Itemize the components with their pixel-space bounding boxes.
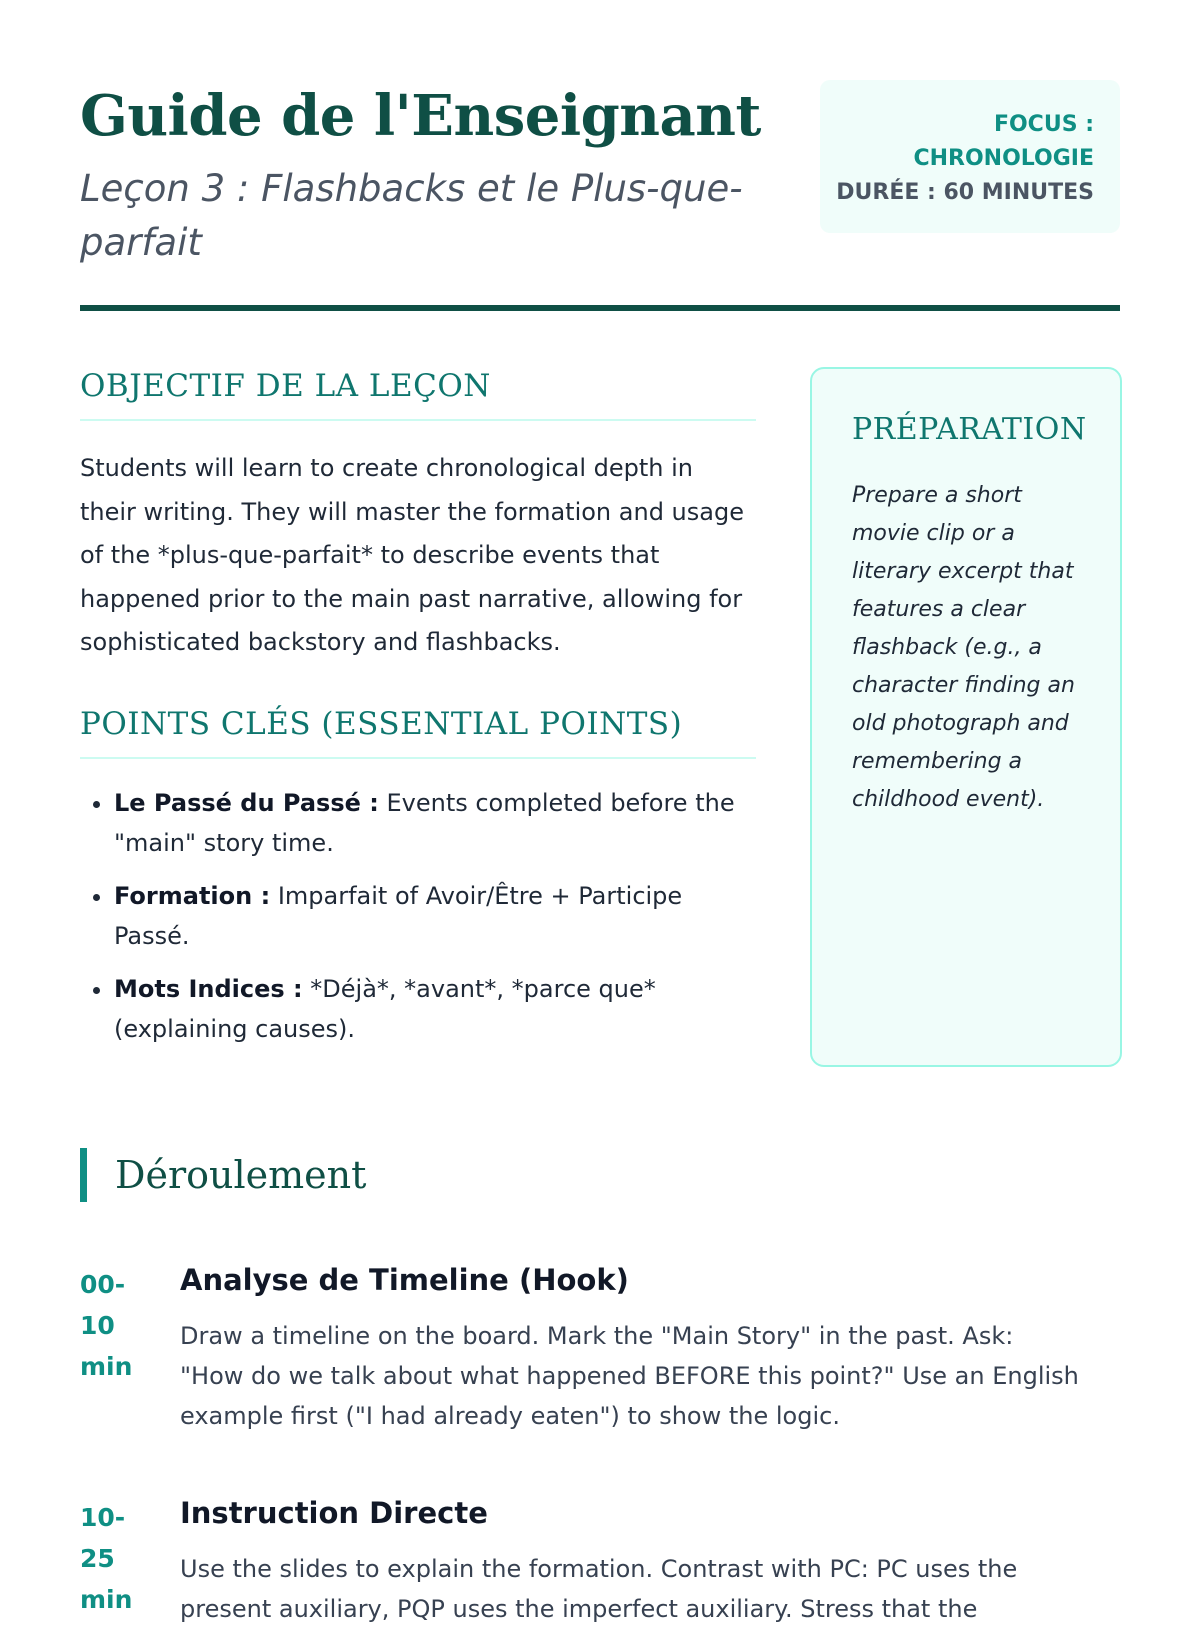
deroulement-heading xyxy=(80,1148,366,1202)
preparation-panel xyxy=(810,367,1122,1067)
key-points-heading: POINTS CLÉS (ESSENTIAL POINTS) xyxy=(80,703,756,759)
key-point-text: Events completed before the "main" story time. xyxy=(114,788,735,857)
key-point-term: Formation : xyxy=(114,881,271,910)
objective-text: Students will learn to create chronological depth in their writing. They will master the formation and usage of the *plus-que-parfait* to describe events that happened prior to the main past narrative, allowing for sophisticated backstory and flashbacks. xyxy=(80,454,744,656)
list-item xyxy=(114,969,756,1049)
step-body xyxy=(180,1491,1080,1629)
key-point-term: Mots Indices : xyxy=(114,974,303,1003)
step-body xyxy=(180,1258,1080,1436)
deroulement-title: Déroulement xyxy=(115,1153,367,1197)
preparation-text: Prepare a short movie clip or a literary excerpt that features a clear flashback (e.g., a character finding an old photograph and remembering a childhood event). xyxy=(852,483,1075,812)
main-column xyxy=(80,365,756,1062)
step-title: Analyse de Timeline (Hook) xyxy=(180,1263,629,1297)
focus-label: FOCUS : CHRONOLOGIE xyxy=(913,112,1094,171)
objective-heading: OBJECTIF DE LA LEÇON xyxy=(80,365,756,421)
preparation-heading: PRÉPARATION xyxy=(852,412,1087,447)
lesson-subtitle: Leçon 3 : Flashbacks et le Plus-que-parfait xyxy=(80,167,743,264)
key-point-text: *Déjà*, *avant*, *parce que* (explaining causes). xyxy=(114,974,656,1043)
key-point-text: Imparfait of Avoir/Être + Participe Passé. xyxy=(114,881,683,950)
lesson-meta-box xyxy=(820,80,1120,233)
step-time: 00-10 min xyxy=(80,1270,133,1381)
page-title: Guide de l'Enseignant xyxy=(80,83,761,149)
step-text: Use the slides to explain the formation. Contrast with PC: PC uses the present auxiliary, PQP uses the imperfect auxiliary. Stress that the xyxy=(180,1555,1018,1623)
step-text: Draw a timeline on the board. Mark the "Main Story" in the past. Ask: "How do we talk about what happened BEFORE this point?" Use an English example first ("I had already eaten") to show the logic. xyxy=(180,1322,1079,1430)
header-divider xyxy=(80,305,1120,311)
step-time: 10-25 min xyxy=(80,1503,133,1614)
list-item xyxy=(114,783,756,863)
list-item xyxy=(114,876,756,956)
duration-label: DURÉE : 60 MINUTES xyxy=(836,180,1094,205)
key-point-term: Le Passé du Passé : xyxy=(114,788,379,817)
step-title: Instruction Directe xyxy=(180,1496,488,1530)
key-points-list xyxy=(80,783,756,1049)
